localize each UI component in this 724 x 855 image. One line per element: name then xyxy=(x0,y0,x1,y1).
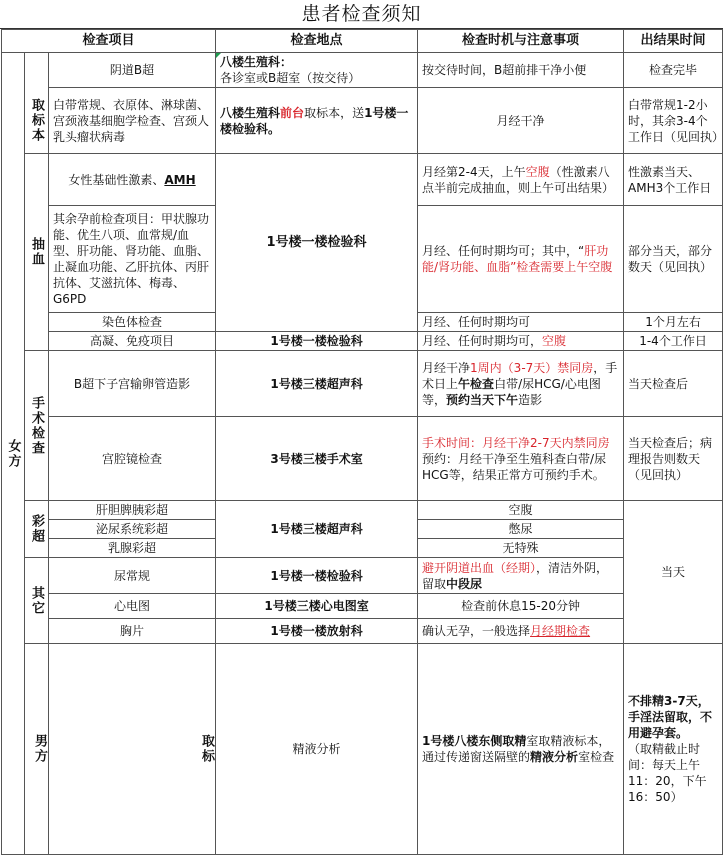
place-cell: 1号楼一楼检验科 xyxy=(216,558,418,594)
group-sampling: 取标本 xyxy=(25,88,49,154)
item-cell: 白带常规、衣原体、淋球菌、宫颈液基细胞学检查、宫颈人乳头瘤状病毒 xyxy=(49,88,216,154)
place-cell: 八楼生殖科： 各诊室或B超室（按交待） xyxy=(216,53,418,88)
place-cell: 1号楼一楼放射科 xyxy=(216,619,418,644)
timing-cell: 手术时间：月经干净2-7天内禁同房 预约：月经干净至生殖科查白带/尿HCG等，结果正常方可预约手术。 xyxy=(418,417,624,501)
timing-cell: 无特殊 xyxy=(418,539,624,558)
item-cell: 心电图 xyxy=(49,594,216,619)
result-cell: 部分当天，部分数天（见回执） xyxy=(624,206,723,313)
page-title: 患者检查须知 xyxy=(0,0,723,29)
timing-cell: 检查前休息15-20分钟 xyxy=(418,594,624,619)
place-cell: 八楼生殖科前台取标本，送1号楼一楼检验科。 xyxy=(216,88,418,154)
item-cell: 染色体检查 xyxy=(49,313,216,332)
timing-cell: 按交待时间，B超前排干净小便 xyxy=(418,53,624,88)
group-other: 其它 xyxy=(25,558,49,644)
item-cell: 精液分析 xyxy=(216,644,418,855)
item-cell: 宫腔镜检查 xyxy=(49,417,216,501)
place-cell: 1号楼三楼超声科 xyxy=(216,501,418,558)
timing-cell: 月经干净 xyxy=(418,88,624,154)
result-cell: 1个月左右 xyxy=(624,313,723,332)
header-item: 检查项目 xyxy=(2,30,216,53)
place-cell: 1号楼一楼检验科 xyxy=(216,154,418,332)
place-cell: 1号楼三楼超声科 xyxy=(216,351,418,417)
header-row xyxy=(2,30,723,53)
item-cell: B超下子宫输卵管造影 xyxy=(49,351,216,417)
table-row xyxy=(2,558,723,594)
result-cell: 当天 xyxy=(624,501,723,644)
timing-cell: 月经第2-4天，上午空腹（性激素八点半前完成抽血，则上午可出结果） xyxy=(418,154,624,206)
table-row xyxy=(2,594,723,619)
table-row xyxy=(2,417,723,501)
timing-cell: 月经干净1周内（3-7天）禁同房，手术日上午检查白带/尿HCG/心电图等，预约当天下午造影 xyxy=(418,351,624,417)
group-male: 男方 xyxy=(25,644,49,855)
group-female: 女方 xyxy=(2,53,25,855)
result-cell: 当天检查后 xyxy=(624,351,723,417)
item-cell: 乳腺彩超 xyxy=(49,539,216,558)
table-row xyxy=(2,619,723,644)
timing-cell: 空腹 xyxy=(418,501,624,520)
group-male-sampling: 取标 xyxy=(49,644,216,855)
item-cell: 其余孕前检查项目：甲状腺功能、优生八项、血常规/血型、肝功能、肾功能、血脂、止凝血功能、乙肝抗体、丙肝抗体、艾滋抗体、梅毒、G6PD xyxy=(49,206,216,313)
timing-cell: 月经、任何时期均可 xyxy=(418,313,624,332)
result-cell: 当天检查后；病理报告则数天（见回执） xyxy=(624,417,723,501)
table-row xyxy=(2,351,723,417)
result-cell: 白带常规1-2小时，其余3-4个工作日（见回执） xyxy=(624,88,723,154)
item-cell: 泌尿系统彩超 xyxy=(49,520,216,539)
timing-cell: 月经、任何时期均可，空腹 xyxy=(418,332,624,351)
item-cell: 阴道B超 xyxy=(49,53,216,88)
item-cell: 肝胆脾胰彩超 xyxy=(49,501,216,520)
header-timing: 检查时机与注意事项 xyxy=(418,30,624,53)
table-row xyxy=(2,154,723,206)
table-row xyxy=(2,501,723,520)
table-row xyxy=(2,53,723,88)
item-cell: 高凝、免疫项目 xyxy=(49,332,216,351)
exam-table xyxy=(1,29,723,855)
result-cell: 检查完毕 xyxy=(624,53,723,88)
timing-cell: 月经、任何时期均可；其中，“肝功能/肾功能、血脂”检查需要上午空腹 xyxy=(418,206,624,313)
place-cell: 1号楼三楼心电图室 xyxy=(216,594,418,619)
timing-cell: 不排精3-7天，手淫法留取，不用避孕套。 （取精截止时间：每天上午11：20，下午16：50） xyxy=(624,644,723,855)
table-row xyxy=(2,88,723,154)
table-row xyxy=(2,332,723,351)
item-cell: 女性基础性激素、AMH xyxy=(49,154,216,206)
item-cell: 尿常规 xyxy=(49,558,216,594)
timing-cell: 憋尿 xyxy=(418,520,624,539)
group-blood: 抽血 xyxy=(25,154,49,351)
place-cell: 1号楼八楼东侧取精室取精液标本，通过传递窗送隔壁的精液分析室检查 xyxy=(418,644,624,855)
group-surgery: 手术检查 xyxy=(25,351,49,501)
place-cell: 3号楼三楼手术室 xyxy=(216,417,418,501)
timing-cell: 确认无孕，一般选择月经期检查 xyxy=(418,619,624,644)
item-cell: 胸片 xyxy=(49,619,216,644)
header-place: 检查地点 xyxy=(216,30,418,53)
result-cell: 1-4个工作日 xyxy=(624,332,723,351)
group-ultrasound: 彩超 xyxy=(25,501,49,558)
header-result: 出结果时间 xyxy=(624,30,723,53)
timing-cell: 避开阴道出血（经期），清洁外阴，留取中段尿 xyxy=(418,558,624,594)
result-cell: 性激素当天、AMH3个工作日 xyxy=(624,154,723,206)
table-row xyxy=(2,644,723,855)
place-cell: 1号楼一楼检验科 xyxy=(216,332,418,351)
